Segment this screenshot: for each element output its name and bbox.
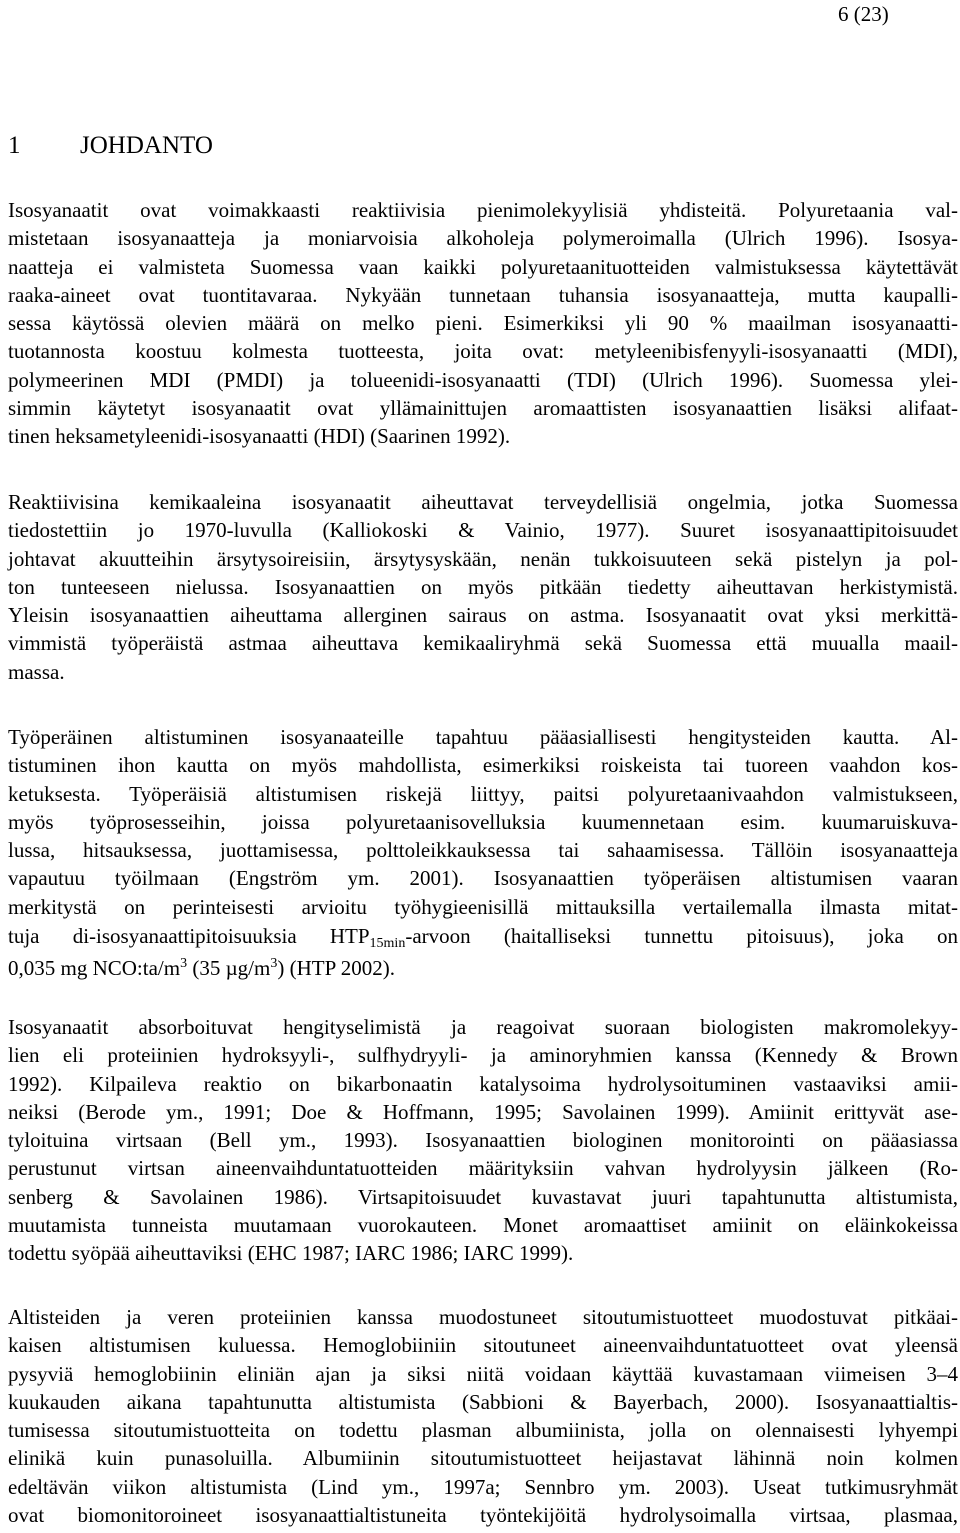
- text-line: Työperäinen altistuminen isosyanaateille tapahtuu pääasiallisesti hengitysteiden kautta. Al-: [8, 725, 958, 749]
- text-line: Altisteiden ja veren proteiinien kanssa muodostuneet sitoutumistuotteet muodostuvat pitkäai-: [8, 1305, 958, 1329]
- text-line: elinikä kuin punasoluilla. Albumiinin sitoutumistuotteet heijastavat lähinnä noin kolmen: [8, 1446, 958, 1471]
- text-line-units: [8, 951, 958, 983]
- text-line: tyloituina virtsaan (Bell ym., 1993). Isosyanaattien biologinen monitorointi on pääasiassa: [8, 1128, 958, 1153]
- text-line: myös työprosesseihin, joissa polyuretaanisovelluksia kuumennetaan esim. kuumaruiskuva-: [8, 809, 958, 834]
- paragraph-health-effects: [8, 488, 958, 686]
- text-line: Isosyanaatit ovat voimakkaasti reaktiivisia pienimolekyylisiä yhdisteitä. Polyuretaania val-: [8, 198, 958, 222]
- text-line: lien eli proteiinien hydroksyyli-, sulfhydryyli- ja aminoryhmien kanssa (Kennedy & Brown: [8, 1043, 958, 1068]
- text-line: todettu syöpää aiheuttaviksi (EHC 1987; IARC 1986; IARC 1999).: [8, 1241, 574, 1266]
- text-line: johtavat akuutteihin ärsytysoireisiin, ärsytysyskään, nenän tukkoisuuteen sekä pistelyn ja pol-: [8, 546, 958, 571]
- text-line: pysyviä hemoglobiinin eliniän ajan ja siksi niitä voidaan käyttää kuvastamaan viimeisen 3–4: [8, 1361, 958, 1386]
- paragraph-occupational-exposure: [8, 723, 958, 983]
- paragraph-intro: [8, 196, 958, 451]
- text-line: vapautuu työilmaan (Engström ym. 2001). Isosyanaattien työperäisen altistumisen vaaran: [8, 866, 958, 891]
- htp-text: tuja di-isosyanaattipitoisuuksia HTP: [8, 924, 370, 949]
- htp-text-after: -arvoon (haitalliseksi tunnettu pitoisuus), joka on: [405, 924, 959, 949]
- text-line: ovat biomonitoroineet isosyanaattialtistuneita työntekijöitä hydrolysoimalla virtsaa, plasmaa,: [8, 1503, 958, 1528]
- text-line: polymeerinen MDI (PMDI) ja tolueenidi-isosyanaatti (TDI) (Ulrich 1996). Suomessa ylei-: [8, 367, 958, 392]
- text-line: tistuminen ihon kautta on myös mahdollista, esimerkiksi roiskeista tai tuoreen vaahdon kos-: [8, 753, 958, 778]
- text-line: massa.: [8, 659, 65, 684]
- text-line: Yleisin isosyanaattien aiheuttama allerginen sairaus on astma. Isosyanaatit ovat yksi merkittä-: [8, 603, 958, 628]
- text-line: simmin käytetyt isosyanaatit ovat yllämainittujen aromaattisten isosyanaattien lisäksi alifaat-: [8, 396, 958, 421]
- unit-text: ) (HTP 2002).: [277, 956, 395, 981]
- unit-text: (35 µg/m: [187, 956, 271, 981]
- text-line: tuotannosta koostuu kolmesta tuotteesta, joita ovat: metyleenibisfenyyli-isosyanaatti (MDI),: [8, 339, 958, 364]
- text-line: mistetaan isosyanaatteja ja moniarvoisia alkoholeja polymeroimalla (Ulrich 1996). Isosya-: [8, 226, 958, 251]
- chapter-number: 1: [8, 132, 21, 159]
- page-number: 6 (23): [838, 2, 889, 26]
- text-line: kuukauden aikana tapahtunutta altistumista (Sabbioni & Bayerbach, 2000). Isosyanaattialtis-: [8, 1389, 958, 1414]
- paragraph-absorption: [8, 1013, 958, 1268]
- text-line-htp: [8, 921, 958, 951]
- unit-text: 0,035 mg NCO:ta/m: [8, 956, 181, 981]
- text-line: tumisessa sitoutumistuotteita on todettu plasman albumiinista, jolla on olennaisesti lyhyempi: [8, 1418, 958, 1443]
- htp-subscript: 15min: [369, 936, 406, 952]
- text-line: lussa, hitsauksessa, juottamisessa, polttoleikkauksessa tai sahaamisessa. Tällöin isosyanaatteja: [8, 838, 958, 863]
- text-line: ketuksesta. Työperäisiä altistumisen riskejä liittyy, paitsi polyuretaanivaahdon valmistukseen,: [8, 781, 958, 806]
- text-line: ton tunteeseen nielussa. Isosyanaattien on myös pitkään tiedetty aiheuttavan herkistymistä.: [8, 574, 958, 599]
- text-line: tinen heksametyleenidi-isosyanaatti (HDI) (Saarinen 1992).: [8, 424, 511, 449]
- unit-superscript: 3: [180, 956, 188, 972]
- text-line: vimmistä työperäistä astmaa aiheuttava kemikaaliryhmä sekä Suomessa että muualla maail-: [8, 631, 958, 656]
- text-line: Reaktiivisina kemikaaleina isosyanaatit aiheuttavat terveydellisiä ongelmia, jotka Suomessa: [8, 490, 958, 514]
- chapter-heading: [8, 131, 213, 161]
- unit-superscript: 3: [270, 956, 278, 972]
- text-line: merkitystä on perinteisesti arvioitu työhygieenisillä mittauksilla vertailemalla ilmasta mitat-: [8, 894, 958, 919]
- text-line: edeltävän viikon altistumista (Lind ym., 1997a; Sennbro ym. 2003). Useat tutkimusryhmät: [8, 1474, 958, 1499]
- paragraph-biomonitoring: [8, 1303, 958, 1529]
- text-line: Isosyanaatit absorboituvat hengityselimistä ja reagoivat suoraan biologisten makromolekyy-: [8, 1015, 958, 1039]
- text-line: sessa käytössä olevien määrä on melko pieni. Esimerkiksi yli 90 % maailman isosyanaatti-: [8, 311, 958, 336]
- text-line: 1992). Kilpaileva reaktio on bikarbonaatin katalysoima hydrolysoituminen vastaaviksi amii-: [8, 1071, 958, 1096]
- text-line: raaka-aineet ovat tuontitavaraa. Nykyään tunnetaan tuhansia isosyanaatteja, mutta kaupalli-: [8, 282, 958, 307]
- chapter-title: JOHDANTO: [80, 132, 213, 159]
- text-line: neiksi (Berode ym., 1991; Doe & Hoffmann, 1995; Savolainen 1999). Amiinit erittyvät ase-: [8, 1099, 958, 1124]
- text-line: tiedostettiin jo 1970-luvulla (Kalliokoski & Vainio, 1977). Suuret isosyanaattipitoisuudet: [8, 518, 958, 543]
- text-line: naatteja ei valmisteta Suomessa vaan kaikki polyuretaanituotteiden valmistuksessa käytettävät: [8, 254, 958, 279]
- text-line: perustunut virtsan aineenvaihduntatuotteiden määrityksiin vahvan hydrolyysin jälkeen (Ro-: [8, 1156, 958, 1181]
- text-line: senberg & Savolainen 1986). Virtsapitoisuudet kuvastavat juuri tapahtunutta altistumista,: [8, 1184, 958, 1209]
- text-line: kaisen altistumisen kuluessa. Hemoglobiiniin sitoutuneet aineenvaihduntatuotteet ovat yleensä: [8, 1333, 958, 1358]
- text-line: muutamista tunneista muutamaan vuorokauteen. Monet aromaattiset amiinit on eläinkokeissa: [8, 1213, 958, 1238]
